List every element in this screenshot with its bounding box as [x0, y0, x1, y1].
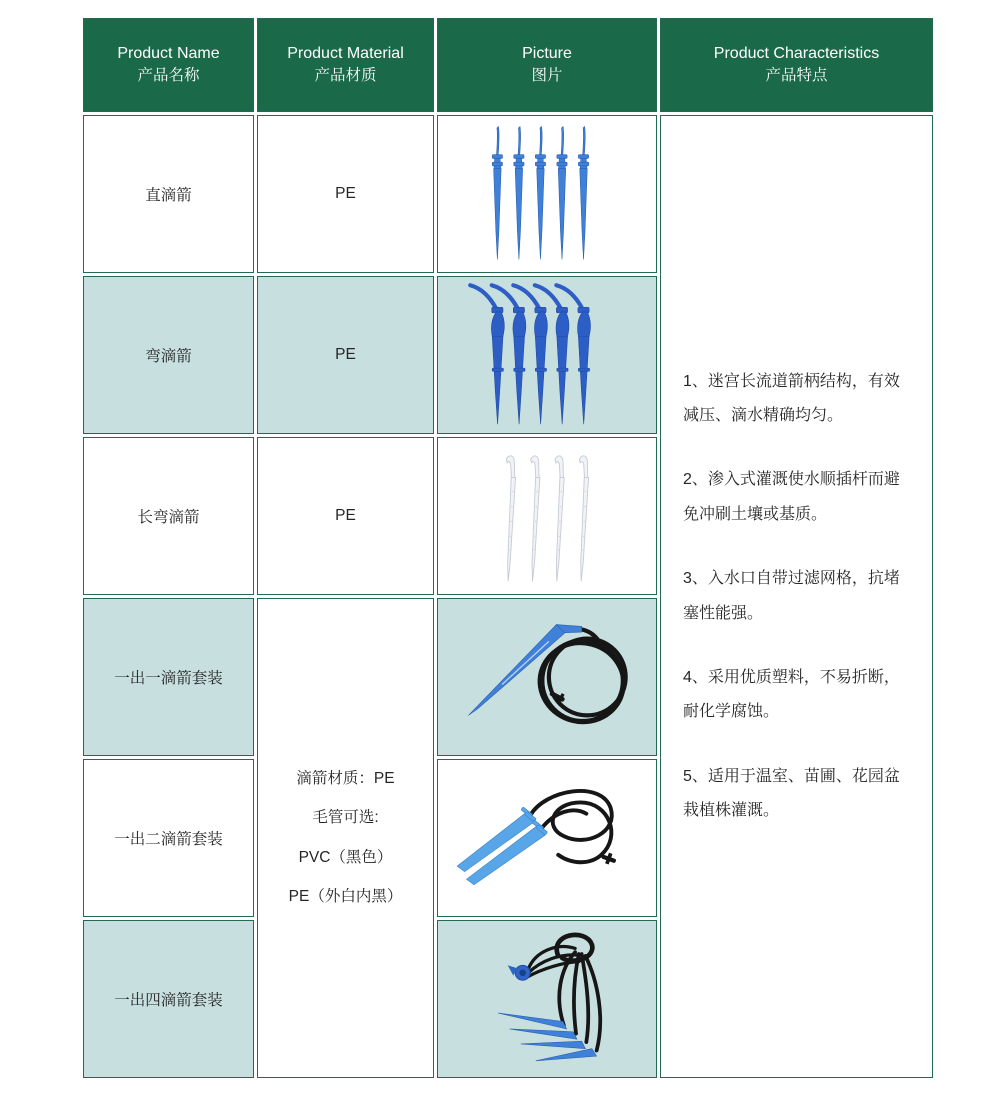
characteristics-cell	[660, 115, 933, 1078]
characteristic-item: 1、迷宫长流道箭柄结构，有效减压、滴水精确均匀。	[683, 372, 900, 424]
header-zh-label: 产品材质	[314, 67, 377, 85]
col-header-product-name	[83, 18, 254, 112]
product-name-cell: 一出四滴箭套装	[83, 920, 254, 1078]
picture-cell	[437, 115, 657, 273]
header-zh-label: 图片	[531, 67, 563, 85]
header-zh-label: 产品名称	[137, 67, 200, 85]
col-header-picture	[437, 18, 657, 112]
straight-drip-arrows-image	[444, 119, 650, 269]
material-line: 毛管可选:	[312, 809, 379, 827]
picture-cell	[437, 598, 657, 756]
product-name-cell: 直滴箭	[83, 115, 254, 273]
four-outlet-drip-set-image	[444, 924, 650, 1074]
header-en-label: Picture	[522, 45, 572, 63]
header-en-label: Product Material	[287, 45, 404, 63]
picture-cell	[437, 920, 657, 1078]
material-cell: PE	[257, 276, 434, 434]
characteristic-item: 3、入水口自带过滤网格，抗堵塞性能强。	[683, 570, 900, 622]
long-bent-drip-arrows-image	[444, 441, 650, 591]
picture-cell	[437, 759, 657, 917]
header-en-label: Product Characteristics	[713, 45, 880, 63]
material-cell: PE	[257, 115, 434, 273]
two-outlet-drip-set-image	[444, 763, 650, 913]
col-header-product-material	[257, 18, 434, 112]
product-name-cell: 长弯滴箭	[83, 437, 254, 595]
material-options	[258, 769, 433, 907]
col-header-product-characteristics	[660, 18, 933, 112]
product-spec-table	[80, 15, 936, 1081]
product-name-cell: 弯滴箭	[83, 276, 254, 434]
one-outlet-drip-set-image	[444, 602, 650, 752]
material-line: PVC（黑色）	[298, 848, 393, 866]
header-row	[83, 18, 933, 112]
characteristic-item: 5、适用于温室、苗圃、花园盆栽植株灌溉。	[683, 767, 900, 820]
material-cell: PE	[257, 437, 434, 595]
material-line: 滴箭材质：PE	[296, 770, 395, 788]
characteristic-item: 2、渗入式灌溉使水顺插杆而避免冲刷土壤或基质。	[683, 471, 900, 523]
table-row	[83, 115, 933, 273]
header-en-label: Product Name	[117, 45, 220, 63]
characteristic-item: 4、采用优质塑料，不易折断，耐化学腐蚀。	[683, 668, 900, 721]
product-name-cell: 一出一滴箭套装	[83, 598, 254, 756]
picture-cell	[437, 437, 657, 595]
product-name-cell: 一出二滴箭套装	[83, 759, 254, 917]
characteristics-list	[661, 365, 932, 829]
merged-material-cell	[257, 598, 434, 1078]
bent-drip-arrows-image	[444, 280, 650, 430]
picture-cell	[437, 276, 657, 434]
material-line: PE（外白内黑）	[288, 887, 403, 905]
header-zh-label: 产品特点	[765, 67, 828, 85]
